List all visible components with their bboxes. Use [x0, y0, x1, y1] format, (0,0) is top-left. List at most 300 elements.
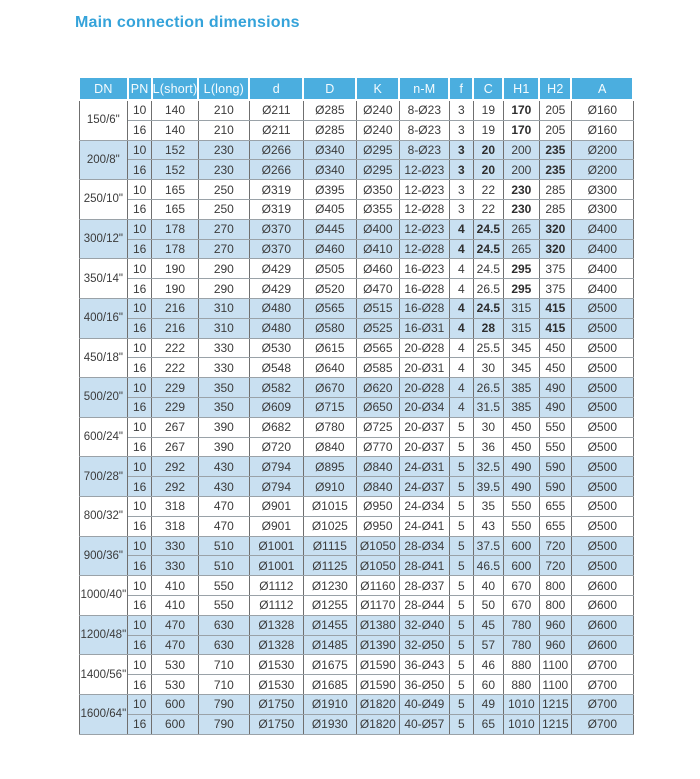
- cell-l-short: 140: [152, 120, 199, 140]
- cell-c: 22: [473, 180, 503, 200]
- cell-n-m: 28-Ø34: [399, 536, 449, 556]
- cell-c: 19: [473, 100, 503, 120]
- cell-n-m: 28-Ø37: [399, 576, 449, 596]
- cell-k: Ø1380: [356, 615, 399, 635]
- cell-c: 32.5: [473, 457, 503, 477]
- cell-pn: 16: [128, 556, 152, 576]
- cell-n-m: 20-Ø34: [399, 397, 449, 417]
- row-group-label-dn: 800/32": [79, 496, 128, 536]
- cell-h2: 655: [539, 496, 571, 516]
- cell-pn: 16: [128, 516, 152, 536]
- cell-k: Ø1590: [356, 675, 399, 695]
- cell-c: 50: [473, 595, 503, 615]
- column-header-l-long: L(long): [198, 77, 249, 100]
- cell-h2: 490: [539, 378, 571, 398]
- table-row: [79, 160, 633, 180]
- cell-a: Ø500: [571, 318, 633, 338]
- cell-h1: 170: [503, 120, 539, 140]
- cell-a: Ø700: [571, 714, 633, 734]
- cell-l-short: 470: [152, 635, 199, 655]
- cell-d-upper: Ø910: [303, 477, 356, 497]
- cell-n-m: 12-Ø28: [399, 199, 449, 219]
- table-row: [79, 120, 633, 140]
- cell-pn: 16: [128, 675, 152, 695]
- cell-f: 5: [449, 675, 473, 695]
- cell-k: Ø950: [356, 516, 399, 536]
- table-row: [79, 477, 633, 497]
- cell-h2: 285: [539, 199, 571, 219]
- cell-d-upper: Ø580: [303, 318, 356, 338]
- cell-l-long: 250: [198, 180, 249, 200]
- cell-d-upper: Ø780: [303, 417, 356, 437]
- cell-k: Ø525: [356, 318, 399, 338]
- cell-pn: 16: [128, 595, 152, 615]
- cell-d-upper: Ø1930: [303, 714, 356, 734]
- cell-n-m: 32-Ø40: [399, 615, 449, 635]
- cell-k: Ø620: [356, 378, 399, 398]
- cell-k: Ø515: [356, 298, 399, 318]
- table-row: [79, 714, 633, 734]
- cell-k: Ø1050: [356, 556, 399, 576]
- cell-pn: 10: [128, 219, 152, 239]
- cell-h1: 295: [503, 279, 539, 299]
- cell-n-m: 20-Ø28: [399, 338, 449, 358]
- table-row: [79, 417, 633, 437]
- cell-pn: 10: [128, 259, 152, 279]
- cell-a: Ø600: [571, 615, 633, 635]
- cell-c: 25.5: [473, 338, 503, 358]
- cell-d-lower: Ø319: [249, 180, 303, 200]
- cell-n-m: 40-Ø57: [399, 714, 449, 734]
- cell-a: Ø500: [571, 338, 633, 358]
- cell-k: Ø460: [356, 259, 399, 279]
- table-row: [79, 675, 633, 695]
- cell-d-upper: Ø405: [303, 199, 356, 219]
- cell-l-long: 510: [198, 556, 249, 576]
- cell-l-short: 292: [152, 457, 199, 477]
- row-group-label-dn: 500/20": [79, 378, 128, 418]
- cell-n-m: 20-Ø37: [399, 417, 449, 437]
- cell-a: Ø500: [571, 417, 633, 437]
- cell-pn: 16: [128, 239, 152, 259]
- cell-f: 3: [449, 140, 473, 160]
- cell-h2: 960: [539, 635, 571, 655]
- cell-l-long: 350: [198, 378, 249, 398]
- column-header-l-short: L(short): [152, 77, 199, 100]
- cell-a: Ø400: [571, 239, 633, 259]
- cell-d-lower: Ø1001: [249, 536, 303, 556]
- column-header-h1: H1: [503, 77, 539, 100]
- cell-h2: 205: [539, 120, 571, 140]
- cell-d-lower: Ø1750: [249, 714, 303, 734]
- cell-n-m: 12-Ø23: [399, 180, 449, 200]
- cell-d-lower: Ø1112: [249, 576, 303, 596]
- cell-n-m: 8-Ø23: [399, 100, 449, 120]
- cell-k: Ø1820: [356, 694, 399, 714]
- cell-c: 30: [473, 358, 503, 378]
- row-group-label-dn: 200/8": [79, 140, 128, 180]
- cell-d-upper: Ø1015: [303, 496, 356, 516]
- cell-a: Ø160: [571, 100, 633, 120]
- table-row: [79, 457, 633, 477]
- cell-h2: 415: [539, 298, 571, 318]
- cell-k: Ø1050: [356, 536, 399, 556]
- cell-h2: 285: [539, 180, 571, 200]
- cell-a: Ø700: [571, 694, 633, 714]
- cell-c: 45: [473, 615, 503, 635]
- cell-l-short: 165: [152, 199, 199, 219]
- cell-d-lower: Ø370: [249, 219, 303, 239]
- cell-k: Ø400: [356, 219, 399, 239]
- cell-k: Ø470: [356, 279, 399, 299]
- cell-d-upper: Ø1455: [303, 615, 356, 635]
- cell-l-short: 178: [152, 239, 199, 259]
- cell-n-m: 12-Ø23: [399, 160, 449, 180]
- cell-h1: 1010: [503, 694, 539, 714]
- cell-l-long: 390: [198, 417, 249, 437]
- cell-l-short: 267: [152, 417, 199, 437]
- cell-l-short: 410: [152, 595, 199, 615]
- cell-n-m: 16-Ø23: [399, 259, 449, 279]
- table-body: [79, 100, 633, 734]
- cell-k: Ø1390: [356, 635, 399, 655]
- cell-h1: 600: [503, 536, 539, 556]
- cell-h2: 590: [539, 477, 571, 497]
- cell-d-lower: Ø794: [249, 457, 303, 477]
- row-group-label-dn: 600/24": [79, 417, 128, 457]
- cell-d-upper: Ø340: [303, 160, 356, 180]
- cell-d-lower: Ø480: [249, 298, 303, 318]
- cell-f: 5: [449, 477, 473, 497]
- cell-pn: 10: [128, 100, 152, 120]
- cell-d-lower: Ø794: [249, 477, 303, 497]
- cell-pn: 10: [128, 694, 152, 714]
- cell-f: 5: [449, 556, 473, 576]
- cell-d-upper: Ø395: [303, 180, 356, 200]
- cell-k: Ø410: [356, 239, 399, 259]
- cell-h1: 1010: [503, 714, 539, 734]
- row-group-label-dn: 1400/56": [79, 655, 128, 695]
- cell-a: Ø500: [571, 397, 633, 417]
- cell-d-upper: Ø1485: [303, 635, 356, 655]
- cell-pn: 16: [128, 160, 152, 180]
- cell-k: Ø650: [356, 397, 399, 417]
- table-row: [79, 635, 633, 655]
- column-header-h2: H2: [539, 77, 571, 100]
- cell-h1: 345: [503, 358, 539, 378]
- column-header-pn: PN: [128, 77, 152, 100]
- cell-l-long: 790: [198, 694, 249, 714]
- cell-l-long: 510: [198, 536, 249, 556]
- cell-a: Ø160: [571, 120, 633, 140]
- cell-a: Ø600: [571, 576, 633, 596]
- cell-f: 3: [449, 100, 473, 120]
- row-group-label-dn: 400/16": [79, 298, 128, 338]
- cell-f: 5: [449, 694, 473, 714]
- table-row: [79, 338, 633, 358]
- connection-dimensions-table: [78, 76, 634, 735]
- cell-n-m: 12-Ø28: [399, 239, 449, 259]
- cell-h2: 655: [539, 516, 571, 536]
- cell-k: Ø840: [356, 477, 399, 497]
- cell-n-m: 24-Ø34: [399, 496, 449, 516]
- cell-k: Ø295: [356, 140, 399, 160]
- page-title: Main connection dimensions: [75, 14, 300, 31]
- cell-pn: 10: [128, 378, 152, 398]
- cell-h2: 800: [539, 576, 571, 596]
- cell-h1: 385: [503, 378, 539, 398]
- cell-l-long: 330: [198, 338, 249, 358]
- cell-l-long: 710: [198, 655, 249, 675]
- cell-l-short: 600: [152, 714, 199, 734]
- cell-h1: 265: [503, 239, 539, 259]
- cell-d-lower: Ø319: [249, 199, 303, 219]
- column-header-k: K: [356, 77, 399, 100]
- cell-h2: 375: [539, 279, 571, 299]
- cell-l-long: 710: [198, 675, 249, 695]
- cell-d-upper: Ø1125: [303, 556, 356, 576]
- cell-h2: 490: [539, 397, 571, 417]
- cell-f: 3: [449, 160, 473, 180]
- cell-n-m: 16-Ø31: [399, 318, 449, 338]
- column-header-dn: DN: [79, 77, 128, 100]
- cell-pn: 16: [128, 477, 152, 497]
- cell-h1: 780: [503, 615, 539, 635]
- cell-f: 4: [449, 397, 473, 417]
- cell-h1: 550: [503, 496, 539, 516]
- cell-f: 5: [449, 595, 473, 615]
- cell-f: 5: [449, 457, 473, 477]
- cell-f: 5: [449, 655, 473, 675]
- cell-c: 22: [473, 199, 503, 219]
- cell-d-lower: Ø211: [249, 120, 303, 140]
- cell-h1: 295: [503, 259, 539, 279]
- cell-h1: 230: [503, 199, 539, 219]
- cell-c: 24.5: [473, 298, 503, 318]
- cell-n-m: 28-Ø44: [399, 595, 449, 615]
- cell-n-m: 20-Ø31: [399, 358, 449, 378]
- cell-d-lower: Ø266: [249, 160, 303, 180]
- cell-f: 3: [449, 180, 473, 200]
- cell-f: 5: [449, 536, 473, 556]
- cell-l-short: 140: [152, 100, 199, 120]
- cell-h2: 450: [539, 338, 571, 358]
- cell-pn: 16: [128, 714, 152, 734]
- cell-c: 24.5: [473, 259, 503, 279]
- table-row: [79, 140, 633, 160]
- cell-f: 5: [449, 437, 473, 457]
- cell-n-m: 8-Ø23: [399, 140, 449, 160]
- cell-d-lower: Ø1328: [249, 635, 303, 655]
- cell-a: Ø300: [571, 180, 633, 200]
- cell-h1: 200: [503, 140, 539, 160]
- cell-l-short: 152: [152, 140, 199, 160]
- cell-h1: 450: [503, 417, 539, 437]
- cell-l-short: 330: [152, 536, 199, 556]
- table-row: [79, 516, 633, 536]
- cell-a: Ø500: [571, 378, 633, 398]
- cell-l-short: 178: [152, 219, 199, 239]
- column-header-d: d: [249, 77, 303, 100]
- cell-l-short: 530: [152, 655, 199, 675]
- table-row: [79, 298, 633, 318]
- cell-d-upper: Ø615: [303, 338, 356, 358]
- column-header-d: D: [303, 77, 356, 100]
- cell-a: Ø500: [571, 516, 633, 536]
- cell-n-m: 24-Ø37: [399, 477, 449, 497]
- cell-d-upper: Ø285: [303, 100, 356, 120]
- cell-a: Ø200: [571, 160, 633, 180]
- cell-l-short: 165: [152, 180, 199, 200]
- cell-k: Ø295: [356, 160, 399, 180]
- cell-l-short: 600: [152, 694, 199, 714]
- table-row: [79, 378, 633, 398]
- cell-c: 49: [473, 694, 503, 714]
- cell-l-long: 630: [198, 635, 249, 655]
- cell-n-m: 20-Ø28: [399, 378, 449, 398]
- cell-d-lower: Ø429: [249, 259, 303, 279]
- cell-a: Ø400: [571, 219, 633, 239]
- cell-l-long: 350: [198, 397, 249, 417]
- cell-l-long: 310: [198, 298, 249, 318]
- cell-d-lower: Ø1112: [249, 595, 303, 615]
- cell-d-lower: Ø480: [249, 318, 303, 338]
- cell-a: Ø200: [571, 140, 633, 160]
- cell-c: 65: [473, 714, 503, 734]
- cell-l-long: 470: [198, 516, 249, 536]
- cell-h2: 205: [539, 100, 571, 120]
- cell-h1: 385: [503, 397, 539, 417]
- table-row: [79, 655, 633, 675]
- cell-l-short: 318: [152, 496, 199, 516]
- cell-pn: 16: [128, 279, 152, 299]
- cell-c: 24.5: [473, 239, 503, 259]
- row-group-label-dn: 350/14": [79, 259, 128, 299]
- cell-h1: 780: [503, 635, 539, 655]
- cell-h2: 1215: [539, 714, 571, 734]
- cell-d-lower: Ø682: [249, 417, 303, 437]
- cell-k: Ø240: [356, 100, 399, 120]
- cell-l-short: 410: [152, 576, 199, 596]
- cell-c: 60: [473, 675, 503, 695]
- column-header-a: A: [571, 77, 633, 100]
- column-header-f: f: [449, 77, 473, 100]
- cell-k: Ø350: [356, 180, 399, 200]
- cell-c: 20: [473, 140, 503, 160]
- cell-f: 3: [449, 199, 473, 219]
- cell-a: Ø500: [571, 298, 633, 318]
- cell-l-short: 330: [152, 556, 199, 576]
- cell-d-lower: Ø609: [249, 397, 303, 417]
- cell-n-m: 20-Ø37: [399, 437, 449, 457]
- cell-a: Ø500: [571, 556, 633, 576]
- cell-f: 4: [449, 219, 473, 239]
- cell-c: 31.5: [473, 397, 503, 417]
- cell-h2: 450: [539, 358, 571, 378]
- cell-n-m: 36-Ø50: [399, 675, 449, 695]
- table-row: [79, 556, 633, 576]
- cell-d-upper: Ø840: [303, 437, 356, 457]
- cell-l-short: 222: [152, 358, 199, 378]
- cell-l-short: 190: [152, 279, 199, 299]
- table-row: [79, 496, 633, 516]
- cell-d-upper: Ø505: [303, 259, 356, 279]
- cell-a: Ø700: [571, 675, 633, 695]
- cell-pn: 10: [128, 457, 152, 477]
- cell-d-upper: Ø1675: [303, 655, 356, 675]
- cell-f: 3: [449, 120, 473, 140]
- cell-h1: 450: [503, 437, 539, 457]
- cell-f: 5: [449, 496, 473, 516]
- cell-a: Ø400: [571, 259, 633, 279]
- cell-d-lower: Ø429: [249, 279, 303, 299]
- cell-l-long: 310: [198, 318, 249, 338]
- cell-h1: 670: [503, 576, 539, 596]
- cell-k: Ø1170: [356, 595, 399, 615]
- cell-d-lower: Ø530: [249, 338, 303, 358]
- cell-h1: 315: [503, 298, 539, 318]
- cell-h2: 1100: [539, 675, 571, 695]
- cell-l-long: 430: [198, 477, 249, 497]
- cell-h2: 415: [539, 318, 571, 338]
- cell-d-lower: Ø901: [249, 516, 303, 536]
- cell-n-m: 36-Ø43: [399, 655, 449, 675]
- cell-l-long: 250: [198, 199, 249, 219]
- cell-pn: 16: [128, 199, 152, 219]
- cell-a: Ø600: [571, 595, 633, 615]
- cell-n-m: 40-Ø49: [399, 694, 449, 714]
- cell-f: 5: [449, 576, 473, 596]
- cell-d-lower: Ø266: [249, 140, 303, 160]
- cell-h2: 1215: [539, 694, 571, 714]
- cell-l-short: 530: [152, 675, 199, 695]
- cell-l-short: 229: [152, 378, 199, 398]
- cell-h1: 880: [503, 675, 539, 695]
- table-row: [79, 397, 633, 417]
- cell-h1: 170: [503, 100, 539, 120]
- cell-l-long: 330: [198, 358, 249, 378]
- cell-d-upper: Ø640: [303, 358, 356, 378]
- cell-l-short: 216: [152, 298, 199, 318]
- cell-c: 20: [473, 160, 503, 180]
- row-group-label-dn: 1600/64": [79, 694, 128, 734]
- cell-k: Ø1590: [356, 655, 399, 675]
- cell-d-upper: Ø1910: [303, 694, 356, 714]
- cell-h2: 320: [539, 219, 571, 239]
- cell-a: Ø700: [571, 655, 633, 675]
- cell-c: 46: [473, 655, 503, 675]
- cell-pn: 10: [128, 576, 152, 596]
- cell-k: Ø1160: [356, 576, 399, 596]
- table-row: [79, 100, 633, 120]
- cell-c: 26.5: [473, 378, 503, 398]
- cell-d-upper: Ø340: [303, 140, 356, 160]
- cell-a: Ø300: [571, 199, 633, 219]
- cell-k: Ø355: [356, 199, 399, 219]
- cell-l-short: 318: [152, 516, 199, 536]
- cell-l-short: 216: [152, 318, 199, 338]
- cell-d-upper: Ø445: [303, 219, 356, 239]
- cell-h1: 200: [503, 160, 539, 180]
- cell-l-short: 470: [152, 615, 199, 635]
- cell-l-long: 270: [198, 239, 249, 259]
- cell-f: 4: [449, 358, 473, 378]
- cell-h1: 265: [503, 219, 539, 239]
- cell-d-upper: Ø520: [303, 279, 356, 299]
- table-row: [79, 694, 633, 714]
- cell-d-lower: Ø720: [249, 437, 303, 457]
- column-header-c: C: [473, 77, 503, 100]
